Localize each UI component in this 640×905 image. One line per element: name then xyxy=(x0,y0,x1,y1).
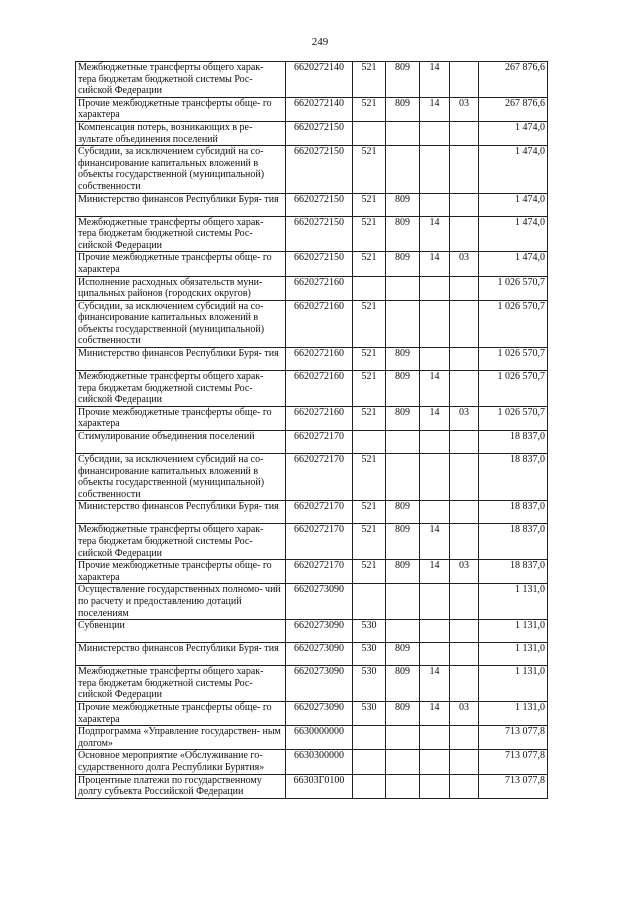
row-rz-cell: 14 xyxy=(420,524,450,560)
row-sum-cell: 1 131,0 xyxy=(479,643,548,666)
row-name-cell: Субсидии, за исключением субсидий на со- финансирование капитальных вложений в объекты государственной (муниципальной) собственности xyxy=(76,454,286,501)
row-csr-cell: 6620272160 xyxy=(286,300,353,347)
row-rz-cell xyxy=(420,276,450,300)
row-sum-cell: 1 131,0 xyxy=(479,701,548,725)
row-sum-cell: 1 026 570,7 xyxy=(479,406,548,430)
row-gr-cell: 809 xyxy=(386,501,420,524)
row-sum-cell: 18 837,0 xyxy=(479,454,548,501)
row-vr-cell: 521 xyxy=(353,97,386,121)
row-csr-cell: 6620272140 xyxy=(286,97,353,121)
row-name-cell: Основное мероприятие «Обслуживание го- сударственного долга Республики Бурятия» xyxy=(76,750,286,774)
row-csr-cell: 6620272150 xyxy=(286,121,353,145)
row-pr-cell xyxy=(450,193,479,216)
row-name-cell: Межбюджетные трансферты общего харак- тера бюджетам бюджетной системы Рос- сийской Федерации xyxy=(76,524,286,560)
row-vr-cell: 521 xyxy=(353,62,386,98)
row-name-cell: Межбюджетные трансферты общего харак- тера бюджетам бюджетной системы Рос- сийской Федерации xyxy=(76,62,286,98)
row-name-cell: Субвенции xyxy=(76,620,286,643)
row-sum-cell: 1 026 570,7 xyxy=(479,371,548,407)
table-row xyxy=(76,726,548,750)
row-vr-cell: 521 xyxy=(353,406,386,430)
row-rz-cell xyxy=(420,501,450,524)
row-csr-cell: 6620272170 xyxy=(286,524,353,560)
row-sum-cell: 713 077,8 xyxy=(479,774,548,798)
row-gr-cell: 809 xyxy=(386,701,420,725)
row-pr-cell xyxy=(450,371,479,407)
row-sum-cell: 18 837,0 xyxy=(479,431,548,454)
row-name-cell: Прочие межбюджетные трансферты обще- го характера xyxy=(76,252,286,276)
table-row xyxy=(76,750,548,774)
row-vr-cell xyxy=(353,276,386,300)
row-csr-cell: 6620272170 xyxy=(286,431,353,454)
row-vr-cell: 521 xyxy=(353,216,386,252)
row-vr-cell: 521 xyxy=(353,371,386,407)
row-sum-cell: 1 131,0 xyxy=(479,666,548,702)
row-sum-cell: 18 837,0 xyxy=(479,501,548,524)
row-csr-cell: 66303Г0100 xyxy=(286,774,353,798)
row-rz-cell xyxy=(420,620,450,643)
row-gr-cell xyxy=(386,431,420,454)
row-name-cell: Субсидии, за исключением субсидий на со- финансирование капитальных вложений в объекты государственной (муниципальной) собственности xyxy=(76,300,286,347)
row-name-cell: Исполнение расходных обязательств муни- ципальных районов (городских округов) xyxy=(76,276,286,300)
row-sum-cell: 18 837,0 xyxy=(479,560,548,584)
row-pr-cell xyxy=(450,454,479,501)
row-pr-cell xyxy=(450,524,479,560)
row-rz-cell: 14 xyxy=(420,371,450,407)
row-gr-cell xyxy=(386,276,420,300)
row-sum-cell: 267 876,6 xyxy=(479,62,548,98)
row-pr-cell: 03 xyxy=(450,252,479,276)
row-vr-cell xyxy=(353,726,386,750)
row-gr-cell: 809 xyxy=(386,524,420,560)
row-vr-cell xyxy=(353,431,386,454)
table-row xyxy=(76,193,548,216)
row-gr-cell: 809 xyxy=(386,252,420,276)
row-name-cell: Процентные платежи по государственному долгу субъекта Российской Федерации xyxy=(76,774,286,798)
row-vr-cell: 521 xyxy=(353,524,386,560)
row-sum-cell: 1 474,0 xyxy=(479,121,548,145)
row-vr-cell xyxy=(353,750,386,774)
page-number: 249 xyxy=(311,36,329,48)
table-row xyxy=(76,62,548,98)
row-gr-cell: 809 xyxy=(386,666,420,702)
row-vr-cell: 521 xyxy=(353,454,386,501)
table-row xyxy=(76,643,548,666)
row-csr-cell: 6620272160 xyxy=(286,406,353,430)
row-vr-cell: 521 xyxy=(353,501,386,524)
row-gr-cell xyxy=(386,300,420,347)
row-pr-cell: 03 xyxy=(450,97,479,121)
row-gr-cell: 809 xyxy=(386,560,420,584)
row-gr-cell xyxy=(386,454,420,501)
row-rz-cell: 14 xyxy=(420,252,450,276)
table-row xyxy=(76,666,548,702)
row-sum-cell: 713 077,8 xyxy=(479,750,548,774)
row-sum-cell: 1 474,0 xyxy=(479,252,548,276)
row-gr-cell: 809 xyxy=(386,643,420,666)
row-pr-cell xyxy=(450,750,479,774)
table-row xyxy=(76,454,548,501)
row-pr-cell xyxy=(450,584,479,620)
row-pr-cell xyxy=(450,146,479,193)
row-csr-cell: 6620273090 xyxy=(286,643,353,666)
row-csr-cell: 6620273090 xyxy=(286,620,353,643)
row-gr-cell xyxy=(386,121,420,145)
table-row xyxy=(76,620,548,643)
row-pr-cell xyxy=(450,726,479,750)
budget-table xyxy=(75,61,548,799)
row-rz-cell xyxy=(420,193,450,216)
row-gr-cell xyxy=(386,750,420,774)
table-row xyxy=(76,701,548,725)
row-csr-cell: 6630300000 xyxy=(286,750,353,774)
row-vr-cell xyxy=(353,584,386,620)
row-gr-cell: 809 xyxy=(386,348,420,371)
table-row xyxy=(76,121,548,145)
row-pr-cell xyxy=(450,643,479,666)
row-pr-cell xyxy=(450,348,479,371)
row-rz-cell xyxy=(420,454,450,501)
table-row xyxy=(76,431,548,454)
row-rz-cell: 14 xyxy=(420,97,450,121)
row-name-cell: Министерство финансов Республики Буря- тия xyxy=(76,348,286,371)
row-rz-cell: 14 xyxy=(420,560,450,584)
row-csr-cell: 6630000000 xyxy=(286,726,353,750)
row-name-cell: Прочие межбюджетные трансферты обще- го характера xyxy=(76,560,286,584)
row-gr-cell: 809 xyxy=(386,371,420,407)
row-gr-cell xyxy=(386,584,420,620)
row-rz-cell: 14 xyxy=(420,666,450,702)
table-row xyxy=(76,584,548,620)
row-rz-cell xyxy=(420,146,450,193)
row-pr-cell xyxy=(450,216,479,252)
row-sum-cell: 1 474,0 xyxy=(479,216,548,252)
table-row xyxy=(76,348,548,371)
table-row xyxy=(76,406,548,430)
row-gr-cell: 809 xyxy=(386,216,420,252)
row-name-cell: Министерство финансов Республики Буря- тия xyxy=(76,193,286,216)
row-rz-cell xyxy=(420,300,450,347)
table-row xyxy=(76,560,548,584)
row-gr-cell xyxy=(386,774,420,798)
row-vr-cell: 530 xyxy=(353,620,386,643)
row-rz-cell xyxy=(420,584,450,620)
row-name-cell: Межбюджетные трансферты общего харак- тера бюджетам бюджетной системы Рос- сийской Федерации xyxy=(76,216,286,252)
row-csr-cell: 6620273090 xyxy=(286,584,353,620)
row-name-cell: Осуществление государственных полномо- чий по расчету и предоставлению дотаций поселениям xyxy=(76,584,286,620)
row-sum-cell: 1 131,0 xyxy=(479,620,548,643)
row-rz-cell: 14 xyxy=(420,701,450,725)
row-rz-cell: 14 xyxy=(420,216,450,252)
row-gr-cell xyxy=(386,726,420,750)
row-vr-cell xyxy=(353,774,386,798)
row-pr-cell xyxy=(450,431,479,454)
row-name-cell: Прочие межбюджетные трансферты обще- го характера xyxy=(76,97,286,121)
row-csr-cell: 6620272160 xyxy=(286,348,353,371)
row-vr-cell: 530 xyxy=(353,643,386,666)
row-sum-cell: 1 026 570,7 xyxy=(479,276,548,300)
row-name-cell: Межбюджетные трансферты общего харак- тера бюджетам бюджетной системы Рос- сийской Федерации xyxy=(76,371,286,407)
row-sum-cell: 18 837,0 xyxy=(479,524,548,560)
row-sum-cell: 1 474,0 xyxy=(479,193,548,216)
row-pr-cell: 03 xyxy=(450,406,479,430)
row-vr-cell: 521 xyxy=(353,146,386,193)
row-name-cell: Компенсация потерь, возникающих в ре- зультате объединения поселений xyxy=(76,121,286,145)
budget-table-body xyxy=(76,62,548,799)
row-rz-cell xyxy=(420,348,450,371)
table-row xyxy=(76,371,548,407)
row-sum-cell: 267 876,6 xyxy=(479,97,548,121)
row-rz-cell xyxy=(420,643,450,666)
row-name-cell: Прочие межбюджетные трансферты обще- го характера xyxy=(76,406,286,430)
table-row xyxy=(76,300,548,347)
row-pr-cell xyxy=(450,666,479,702)
row-csr-cell: 6620272160 xyxy=(286,276,353,300)
row-sum-cell: 1 026 570,7 xyxy=(479,300,548,347)
row-csr-cell: 6620272140 xyxy=(286,62,353,98)
row-pr-cell xyxy=(450,620,479,643)
row-vr-cell: 521 xyxy=(353,252,386,276)
row-pr-cell xyxy=(450,276,479,300)
row-name-cell: Субсидии, за исключением субсидий на со- финансирование капитальных вложений в объекты государственной (муниципальной) собственности xyxy=(76,146,286,193)
row-vr-cell xyxy=(353,121,386,145)
row-pr-cell: 03 xyxy=(450,560,479,584)
row-rz-cell xyxy=(420,726,450,750)
row-sum-cell: 713 077,8 xyxy=(479,726,548,750)
row-name-cell: Министерство финансов Республики Буря- тия xyxy=(76,643,286,666)
row-name-cell: Межбюджетные трансферты общего харак- тера бюджетам бюджетной системы Рос- сийской Федерации xyxy=(76,666,286,702)
row-vr-cell: 530 xyxy=(353,701,386,725)
row-csr-cell: 6620273090 xyxy=(286,701,353,725)
row-rz-cell xyxy=(420,774,450,798)
row-csr-cell: 6620272170 xyxy=(286,560,353,584)
row-pr-cell xyxy=(450,62,479,98)
table-row xyxy=(76,524,548,560)
row-sum-cell: 1 026 570,7 xyxy=(479,348,548,371)
row-name-cell: Министерство финансов Республики Буря- тия xyxy=(76,501,286,524)
table-row xyxy=(76,252,548,276)
row-rz-cell xyxy=(420,750,450,774)
table-row xyxy=(76,774,548,798)
table-row xyxy=(76,276,548,300)
row-name-cell: Стимулирование объединения поселений xyxy=(76,431,286,454)
row-pr-cell: 03 xyxy=(450,701,479,725)
row-gr-cell: 809 xyxy=(386,406,420,430)
row-rz-cell xyxy=(420,121,450,145)
row-pr-cell xyxy=(450,300,479,347)
row-rz-cell: 14 xyxy=(420,62,450,98)
row-rz-cell xyxy=(420,431,450,454)
row-csr-cell: 6620272150 xyxy=(286,193,353,216)
row-vr-cell: 521 xyxy=(353,560,386,584)
row-vr-cell: 521 xyxy=(353,193,386,216)
row-gr-cell xyxy=(386,620,420,643)
table-row xyxy=(76,146,548,193)
table-row xyxy=(76,97,548,121)
row-gr-cell: 809 xyxy=(386,97,420,121)
row-sum-cell: 1 474,0 xyxy=(479,146,548,193)
row-pr-cell xyxy=(450,121,479,145)
row-csr-cell: 6620272150 xyxy=(286,216,353,252)
row-sum-cell: 1 131,0 xyxy=(479,584,548,620)
table-row xyxy=(76,501,548,524)
row-pr-cell xyxy=(450,774,479,798)
row-csr-cell: 6620272160 xyxy=(286,371,353,407)
row-csr-cell: 6620272170 xyxy=(286,454,353,501)
row-name-cell: Прочие межбюджетные трансферты обще- го характера xyxy=(76,701,286,725)
row-csr-cell: 6620272150 xyxy=(286,146,353,193)
row-gr-cell: 809 xyxy=(386,62,420,98)
row-vr-cell: 530 xyxy=(353,666,386,702)
row-name-cell: Подпрограмма «Управление государствен- ным долгом» xyxy=(76,726,286,750)
row-vr-cell: 521 xyxy=(353,348,386,371)
row-csr-cell: 6620272150 xyxy=(286,252,353,276)
row-vr-cell: 521 xyxy=(353,300,386,347)
row-gr-cell: 809 xyxy=(386,193,420,216)
row-csr-cell: 6620273090 xyxy=(286,666,353,702)
table-row xyxy=(76,216,548,252)
row-csr-cell: 6620272170 xyxy=(286,501,353,524)
row-pr-cell xyxy=(450,501,479,524)
row-rz-cell: 14 xyxy=(420,406,450,430)
row-gr-cell xyxy=(386,146,420,193)
